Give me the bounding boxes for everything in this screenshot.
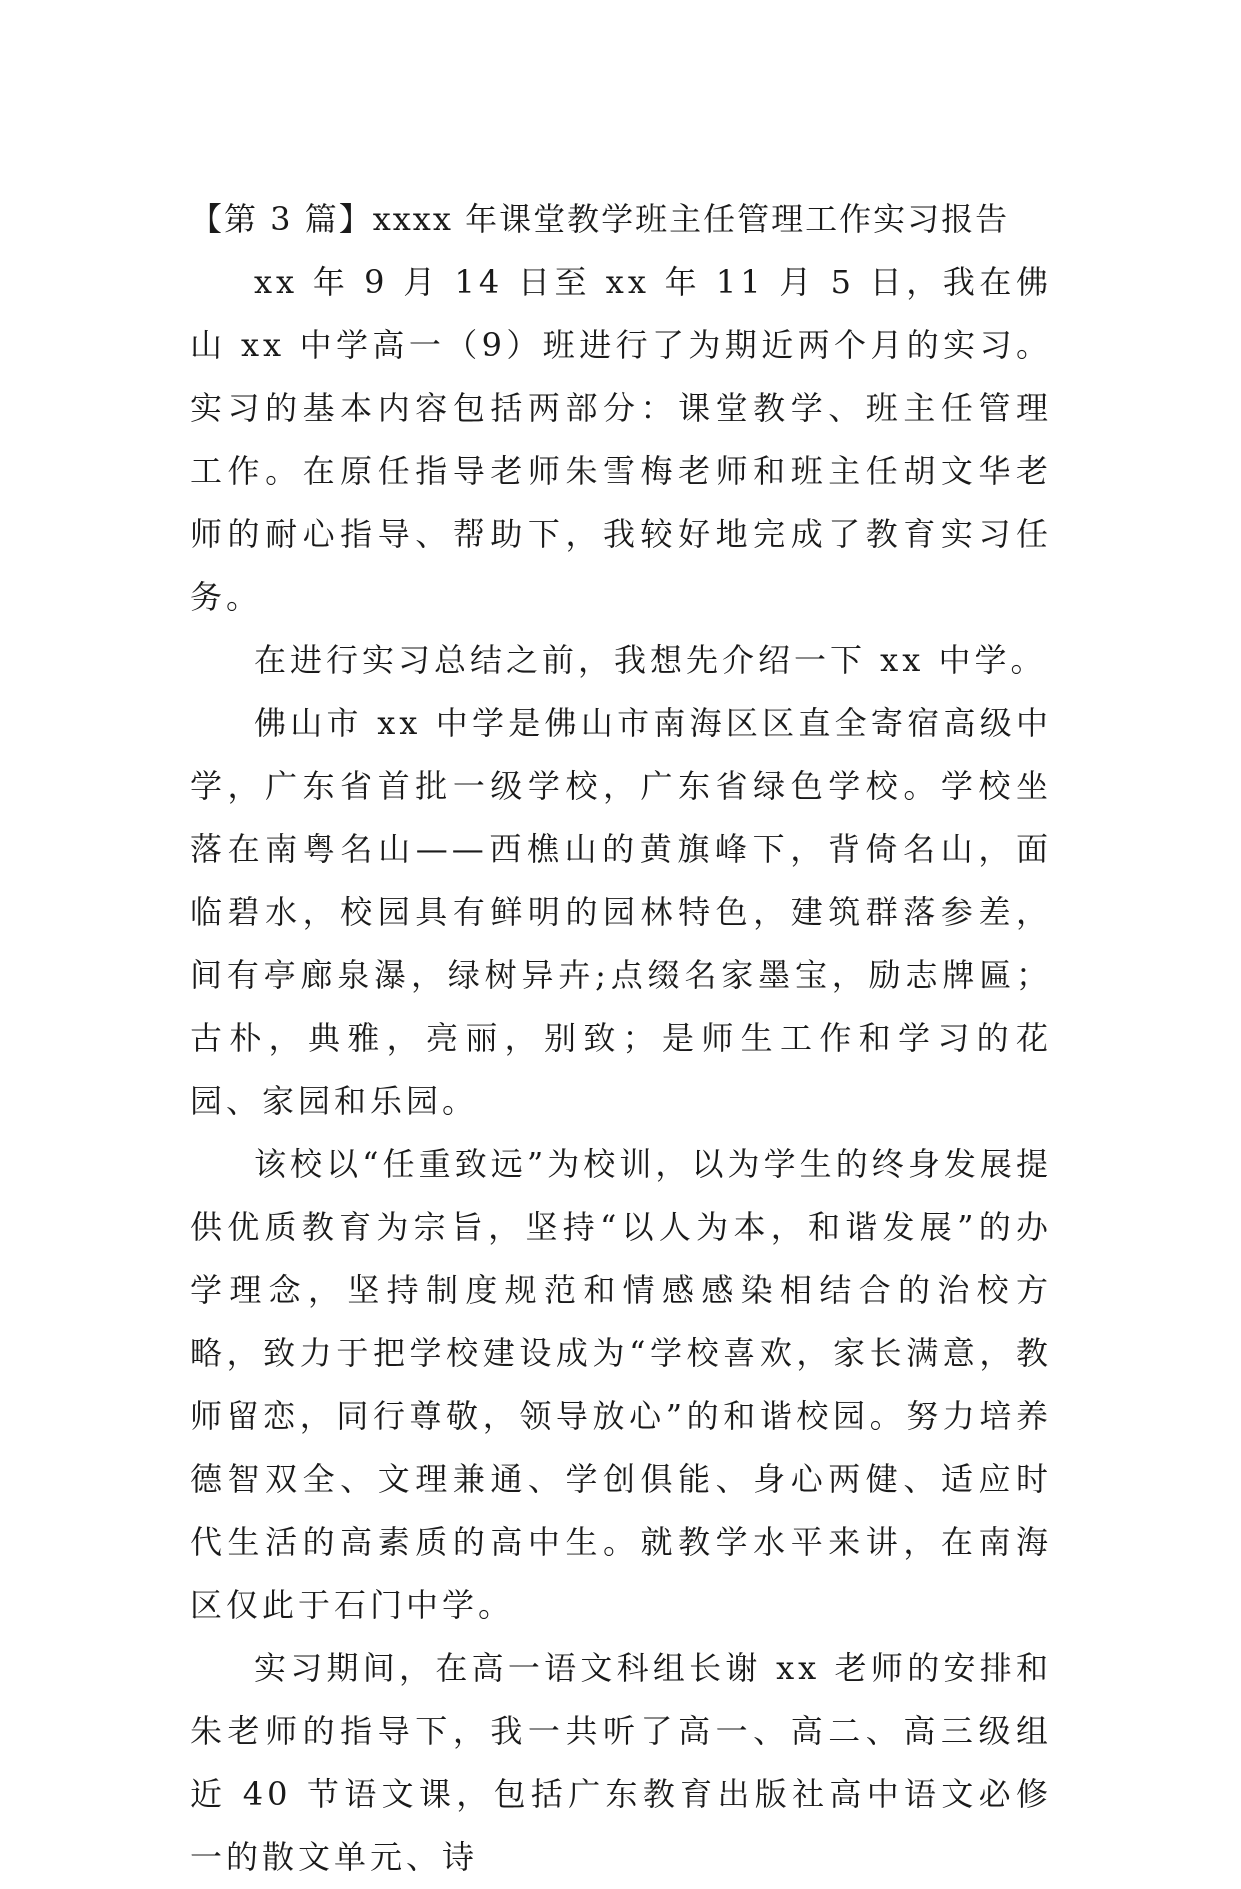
paragraph-school-description: 佛山市 xx 中学是佛山市南海区区直全寄宿高级中学，广东省首批一级学校，广东省绿色学校。学校坐落在南粤名山——西樵山的黄旗峰下，背倚名山，面临碧水，校园具有鲜明的园林特色，建筑群落参差，间有亭廊泉瀑，绿树异卉;点缀名家墨宝，励志牌匾；古朴，典雅，亮丽，别致；是师生工作和学习的花园、家园和乐园。 [190,704,1052,1120]
paragraph-lesson-observation: 实习期间，在高一语文科组长谢 xx 老师的安排和朱老师的指导下，我一共听了高一、高二、高三级组近 40 节语文课，包括广东教育出版社高中语文必修一的散文单元、诗 [190,1649,1052,1876]
document-title: 【第 3 篇】xxxx 年课堂教学班主任管理工作实习报告 [190,200,1010,238]
paragraph-school-intro-lead: 在进行实习总结之前，我想先介绍一下 xx 中学。 [254,641,1047,679]
paragraph-internship-overview: xx 年 9 月 14 日至 xx 年 11 月 5 日，我在佛山 xx 中学高一（9）班进行了为期近两个月的实习。实习的基本内容包括两部分：课堂教学、班主任管理工作。在原任指导老师朱雪梅老师和班主任胡文华老师的耐心指导、帮助下，我较好地完成了教育实习任务。 [190,263,1052,616]
paragraph-school-philosophy: 该校以“任重致远”为校训，以为学生的终身发展提供优质教育为宗旨，坚持“以人为本，和谐发展”的办学理念，坚持制度规范和情感感染相结合的治校方略，致力于把学校建设成为“学校喜欢，家长满意，教师留恋，同行尊敬，领导放心”的和谐校园。努力培养德智双全、文理兼通、学创俱能、身心两健、适应时代生活的高素质的高中生。就教学水平来讲，在南海区仅此于石门中学。 [190,1145,1052,1624]
document-body [190,188,1052,1889]
